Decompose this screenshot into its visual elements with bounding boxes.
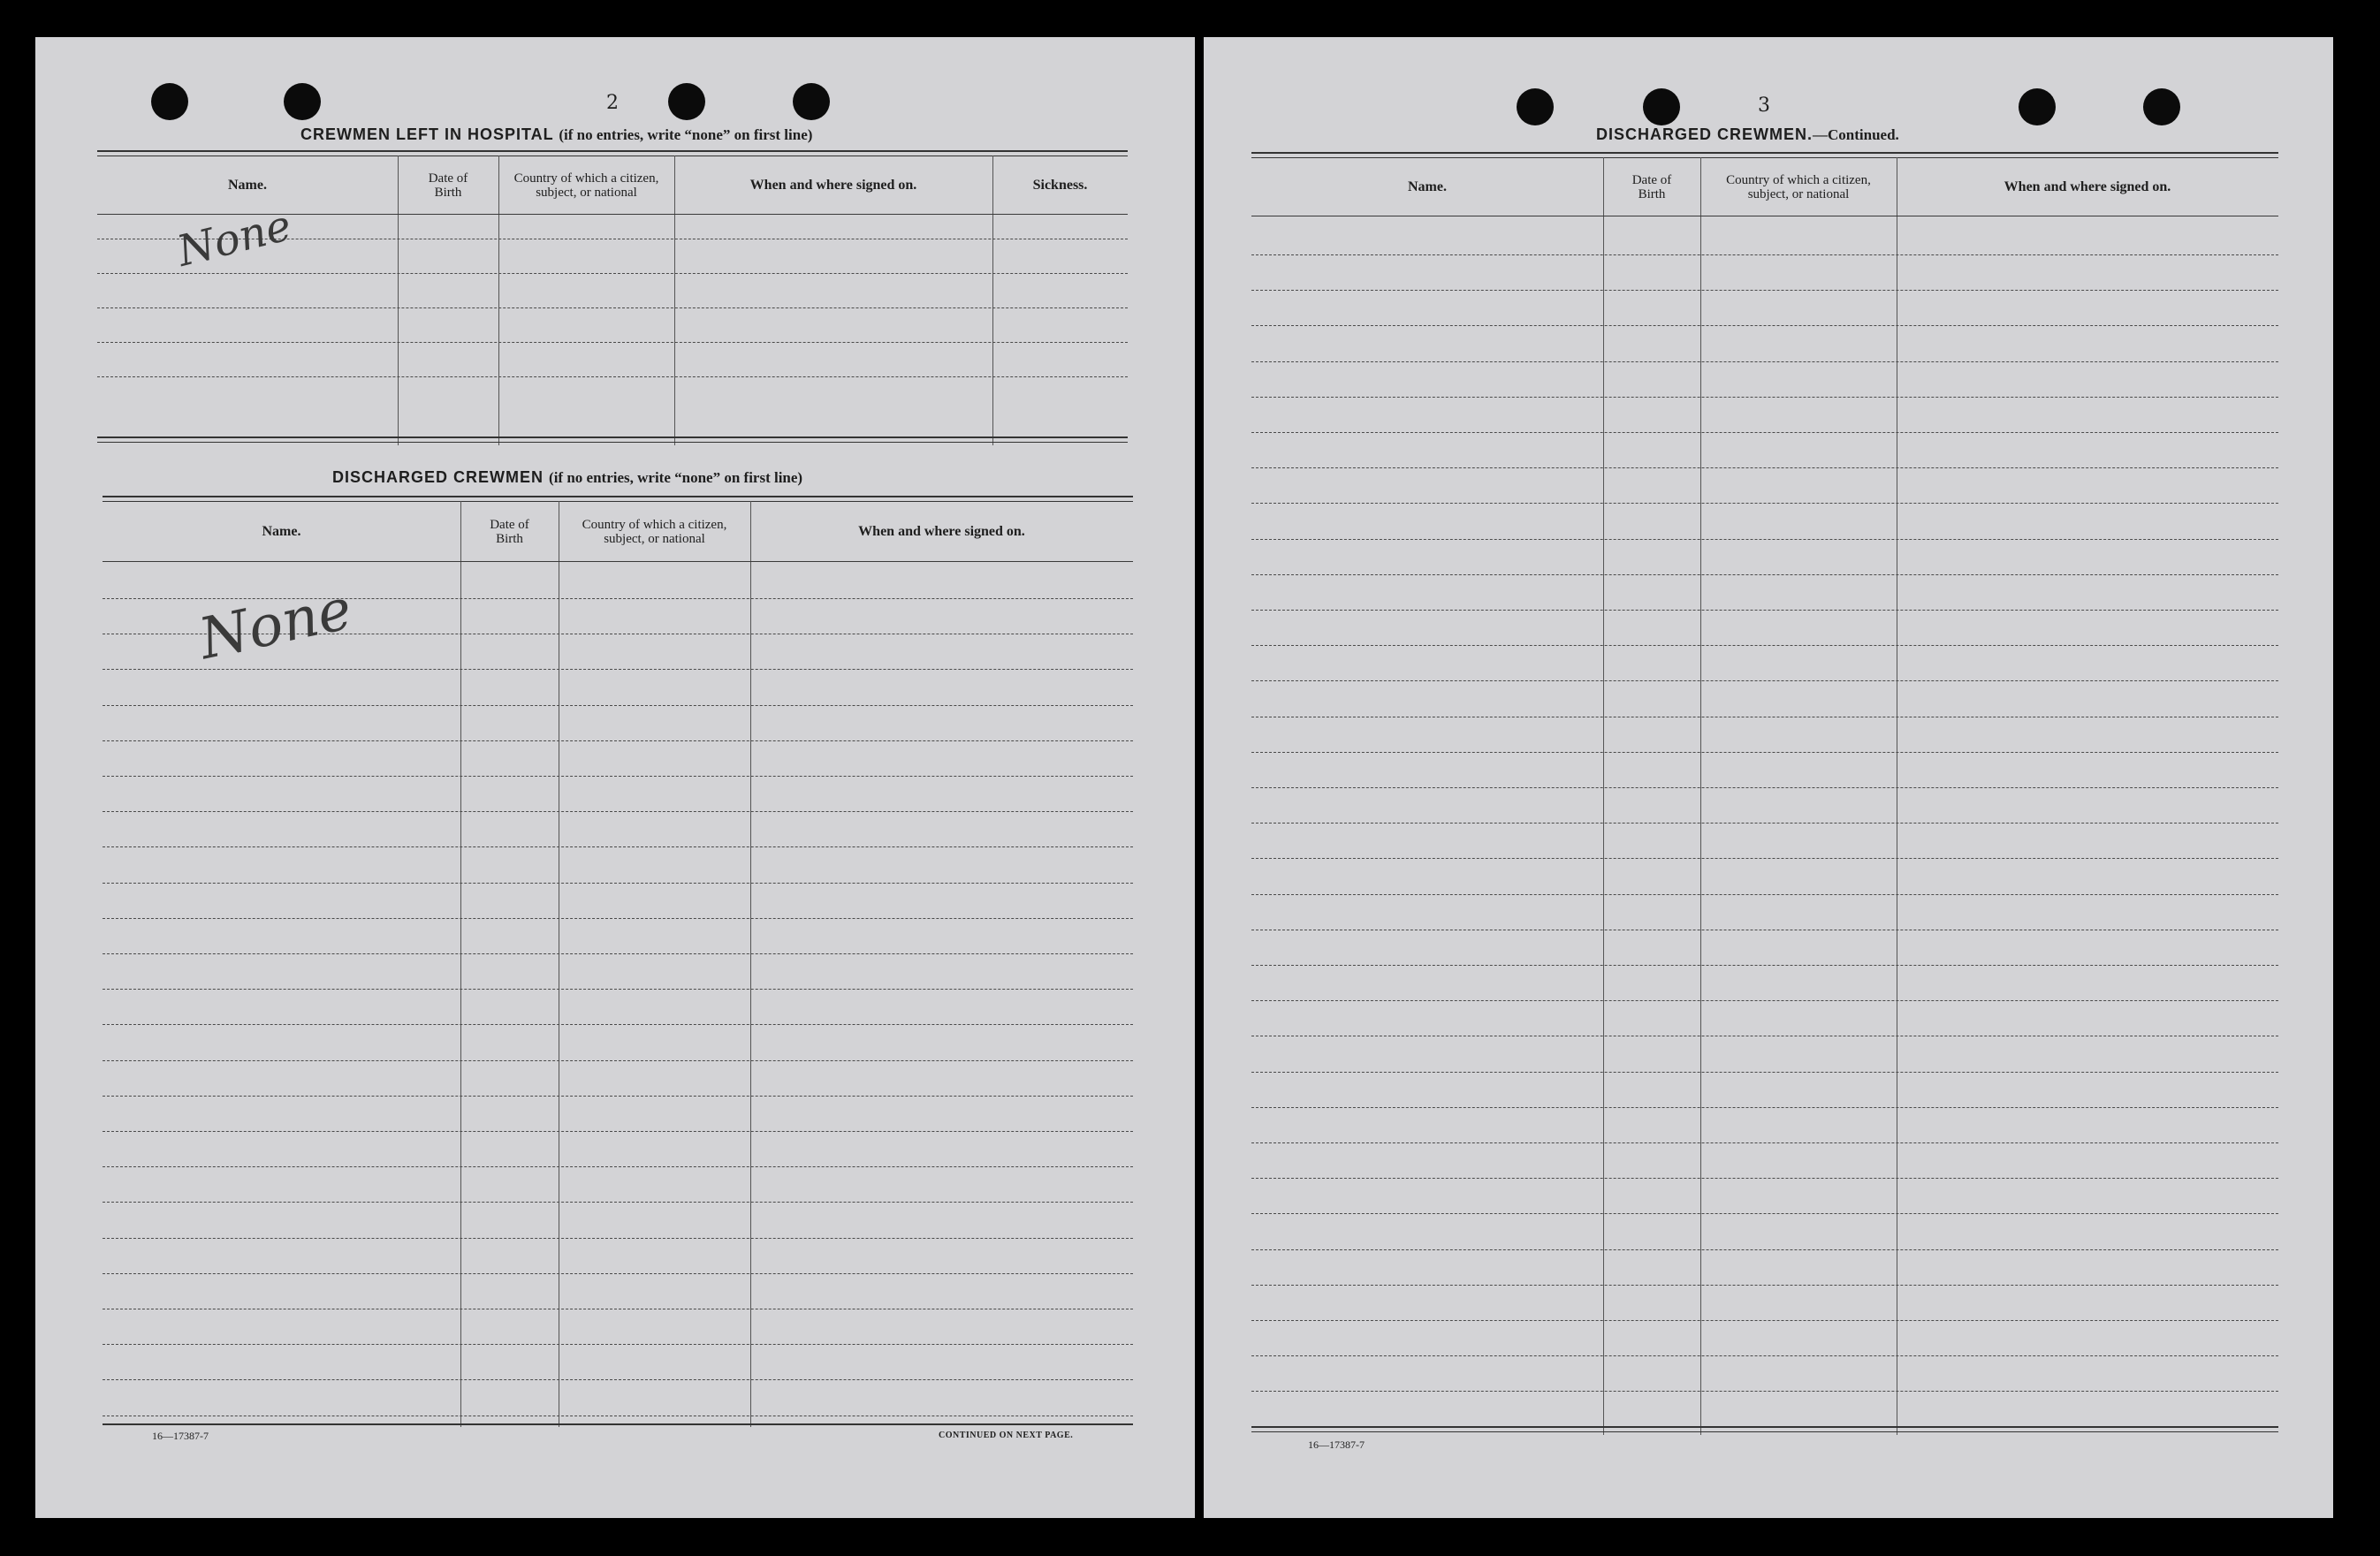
punch-hole: [1517, 88, 1554, 125]
ruled-line: [1251, 432, 2278, 433]
ruled-line: [1251, 858, 2278, 859]
ruled-line: [1251, 1178, 2278, 1179]
ruled-line: [1251, 680, 2278, 681]
punch-hole: [2143, 88, 2180, 125]
punch-hole: [793, 83, 830, 120]
ruled-line: [103, 705, 1133, 706]
hospital-instruction: (if no entries, write “none” on first line): [559, 126, 813, 143]
hospital-table: [97, 150, 1128, 445]
col-header-country: Country of which a citizen, subject, or national: [513, 171, 659, 200]
ruled-line: [1251, 290, 2278, 291]
punch-hole: [284, 83, 321, 120]
hospital-rows: [97, 150, 1128, 445]
ruled-line: [1251, 752, 2278, 753]
ruled-line: [103, 776, 1133, 777]
ruled-line: [97, 376, 1128, 377]
col-header-name: Name.: [228, 178, 267, 193]
ruled-line: [97, 342, 1128, 343]
ruled-line: [103, 1166, 1133, 1167]
col-header-sickness: Sickness.: [1032, 178, 1088, 193]
continued-note: CONTINUED ON NEXT PAGE.: [939, 1431, 1074, 1440]
right-form-page: [1204, 37, 2333, 1518]
discharged-title-text: DISCHARGED CREWMEN: [332, 468, 544, 486]
punch-hole: [151, 83, 188, 120]
ruled-line: [1251, 503, 2278, 504]
discharged-section-title: [332, 468, 802, 487]
discharged-continued-rows: [1251, 152, 2278, 1435]
col-header-country: Country of which a citizen, subject, or national: [1726, 173, 1871, 201]
continued-suffix: —Continued.: [1813, 126, 1899, 143]
ruled-line: [103, 811, 1133, 812]
hospital-section-title: [300, 125, 812, 144]
ruled-line: [103, 740, 1133, 741]
ruled-line: [1251, 965, 2278, 966]
ruled-line: [1251, 325, 2278, 326]
form-number: 16—17387-7: [1308, 1438, 1365, 1451]
ruled-line: [1251, 1249, 2278, 1250]
ruled-line: [103, 1131, 1133, 1132]
ruled-line: [1251, 1213, 2278, 1214]
ruled-line: [103, 1344, 1133, 1345]
ruled-line: [1251, 467, 2278, 468]
ruled-line: [1251, 1142, 2278, 1143]
punch-hole: [668, 83, 705, 120]
ruled-line: [1251, 574, 2278, 575]
col-header-date-of-birth: Date of Birth: [490, 518, 529, 546]
form-number: 16—17387-7: [152, 1430, 209, 1442]
page-number: 2: [606, 92, 619, 114]
ruled-line: [103, 1273, 1133, 1274]
col-header-date-of-birth: Date of Birth: [1631, 173, 1672, 201]
ruled-line: [103, 669, 1133, 670]
ruled-line: [1251, 610, 2278, 611]
col-header-signed-on: When and where signed on.: [2004, 179, 2171, 194]
col-header-name: Name.: [262, 524, 301, 539]
handwritten-none: None: [172, 201, 297, 277]
ruled-line: [103, 918, 1133, 919]
ruled-line: [97, 273, 1128, 274]
ruled-line: [1251, 1072, 2278, 1073]
ruled-line: [1251, 823, 2278, 824]
ruled-line: [1251, 254, 2278, 255]
ruled-line: [103, 1238, 1133, 1239]
ruled-line: [1251, 1320, 2278, 1321]
col-header-country: Country of which a citizen, subject, or national: [582, 518, 727, 546]
ruled-line: [1251, 1355, 2278, 1356]
col-header-date-of-birth: Date of Birth: [428, 171, 468, 200]
ruled-line: [103, 953, 1133, 954]
ruled-line: [103, 1202, 1133, 1203]
ruled-line: [1251, 1285, 2278, 1286]
col-header-signed-on: When and where signed on.: [858, 524, 1025, 539]
ruled-line: [103, 1024, 1133, 1025]
col-header-name: Name.: [1408, 179, 1447, 194]
ruled-line: [1251, 645, 2278, 646]
col-header-signed-on: When and where signed on.: [749, 178, 917, 193]
discharged-continued-table: [1251, 152, 2278, 1435]
ruled-line: [1251, 397, 2278, 398]
ruled-line: [1251, 361, 2278, 362]
ruled-line: [1251, 894, 2278, 895]
ruled-line: [1251, 787, 2278, 788]
ruled-line: [103, 846, 1133, 847]
ruled-line: [1251, 1000, 2278, 1001]
ruled-line: [1251, 539, 2278, 540]
punch-hole: [1643, 88, 1680, 125]
ruled-line: [103, 883, 1133, 884]
handwritten-none: None: [194, 576, 358, 673]
discharged-instruction: (if no entries, write “none” on first line): [549, 469, 803, 486]
page-number: 3: [1758, 95, 1770, 117]
discharged-continued-title: [1596, 125, 1899, 144]
left-form-page: [35, 37, 1195, 1518]
ruled-line: [103, 1096, 1133, 1097]
ruled-line: [103, 1060, 1133, 1061]
punch-hole: [2019, 88, 2056, 125]
ruled-line: [1251, 1391, 2278, 1392]
ruled-line: [103, 989, 1133, 990]
hospital-title-text: CREWMEN LEFT IN HOSPITAL: [300, 125, 554, 143]
ruled-line: [97, 307, 1128, 308]
ruled-line: [1251, 1107, 2278, 1108]
ruled-line: [103, 1379, 1133, 1380]
discharged-continued-text: DISCHARGED CREWMEN.: [1596, 125, 1814, 143]
